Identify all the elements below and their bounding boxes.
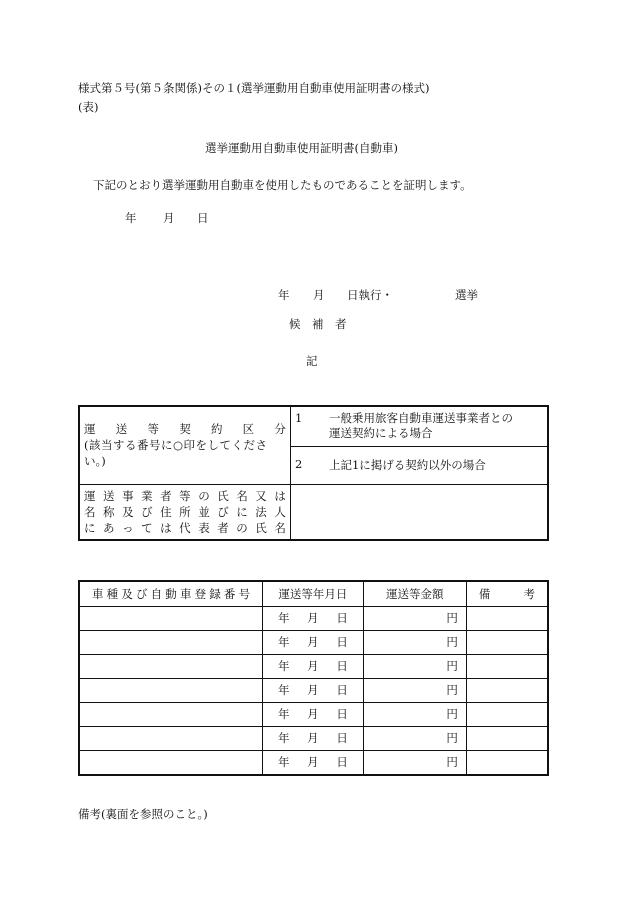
header-date: 運送等年月日 [263, 581, 363, 606]
remarks-cell[interactable] [466, 606, 548, 630]
date-cell[interactable]: 年 月 日 [263, 750, 363, 775]
vehicle-cell[interactable] [79, 750, 263, 775]
vehicle-cell[interactable] [79, 630, 263, 654]
election-label: 選挙 [455, 288, 478, 302]
remarks-cell[interactable] [466, 750, 548, 775]
vehicle-cell[interactable] [79, 678, 263, 702]
remarks-cell[interactable] [466, 630, 548, 654]
election-day-exec: 日執行・ [347, 288, 393, 302]
side-label: (表) [78, 100, 99, 114]
issue-date-month: 月 [163, 211, 175, 225]
amount-cell[interactable]: 円 [363, 678, 466, 702]
election-year: 年 [278, 288, 290, 302]
amount-cell[interactable]: 円 [363, 654, 466, 678]
vehicle-cell[interactable] [79, 702, 263, 726]
issue-date-year: 年 [125, 211, 137, 225]
amount-cell[interactable]: 円 [363, 630, 466, 654]
vehicle-cell[interactable] [79, 606, 263, 630]
contract-option-1[interactable] [290, 406, 548, 446]
date-cell[interactable]: 年 月 日 [263, 702, 363, 726]
carrier-label-line-1: 運 送 事 業 者 等 の 氏 名 又 は [84, 488, 286, 503]
date-cell[interactable]: 年 月 日 [263, 678, 363, 702]
carrier-name-field[interactable] [290, 484, 548, 540]
option-1-text-2: 運送契約による場合 [328, 426, 433, 441]
option-2-text: 上記1に掲げる契約以外の場合 [328, 458, 486, 472]
certification-statement: 下記のとおり選挙運動用自動車を使用したものであることを証明します。 [93, 178, 472, 192]
header-vehicle: 車 種 及 び 自 動 車 登 録 番 号 [79, 581, 263, 606]
contract-category-note-2: い。) [84, 454, 106, 469]
election-month: 月 [313, 288, 325, 302]
carrier-label-line-2: 名 称 及 び 住 所 並 び に 法 人 [84, 504, 286, 519]
amount-cell[interactable]: 円 [363, 750, 466, 775]
table-row [79, 606, 548, 630]
table-row [79, 678, 548, 702]
header-amount: 運送等金額 [363, 581, 466, 606]
date-cell[interactable]: 年 月 日 [263, 630, 363, 654]
table-row [79, 726, 548, 750]
contract-category-label: 運 送 等 契 約 区 分 [84, 422, 286, 437]
remarks-cell[interactable] [466, 654, 548, 678]
contract-category-note: (該当する番号に○印をしてくださ [84, 438, 268, 453]
amount-cell[interactable]: 円 [363, 606, 466, 630]
remarks-cell[interactable] [466, 702, 548, 726]
contract-table [78, 405, 549, 541]
vehicle-cell[interactable] [79, 726, 263, 750]
option-2-number: 2 [294, 457, 303, 471]
form-number: 様式第５号(第５条関係)その１(選挙運動用自動車使用証明書の様式) [78, 81, 430, 95]
vehicle-cell[interactable] [79, 654, 263, 678]
option-1-number: 1 [294, 411, 303, 426]
ki-label: 記 [306, 354, 318, 368]
carrier-label-cell [79, 484, 290, 540]
table-row [79, 630, 548, 654]
contract-option-2[interactable] [290, 446, 548, 484]
remarks-cell[interactable] [466, 678, 548, 702]
table-row [79, 654, 548, 678]
table-row [79, 750, 548, 775]
page-title: 選挙運動用自動車使用証明書(自動車) [205, 141, 398, 155]
option-1-text: 一般乗用旅客自動車運送事業者との [328, 411, 513, 426]
date-cell[interactable]: 年 月 日 [263, 606, 363, 630]
table-row [79, 702, 548, 726]
issue-date-day: 日 [197, 211, 209, 225]
footer-note: 備考(裏面を参照のこと。) [78, 807, 208, 821]
carrier-label-line-3: に あ っ て は 代 表 者 の 氏 名 [84, 520, 286, 535]
records-table [78, 580, 549, 776]
amount-cell[interactable]: 円 [363, 702, 466, 726]
header-remarks: 備 考 [466, 581, 548, 606]
remarks-cell[interactable] [466, 726, 548, 750]
amount-cell[interactable]: 円 [363, 726, 466, 750]
date-cell[interactable]: 年 月 日 [263, 726, 363, 750]
date-cell[interactable]: 年 月 日 [263, 654, 363, 678]
candidate-label: 候 補 者 [289, 317, 347, 331]
contract-category-cell [79, 406, 290, 484]
